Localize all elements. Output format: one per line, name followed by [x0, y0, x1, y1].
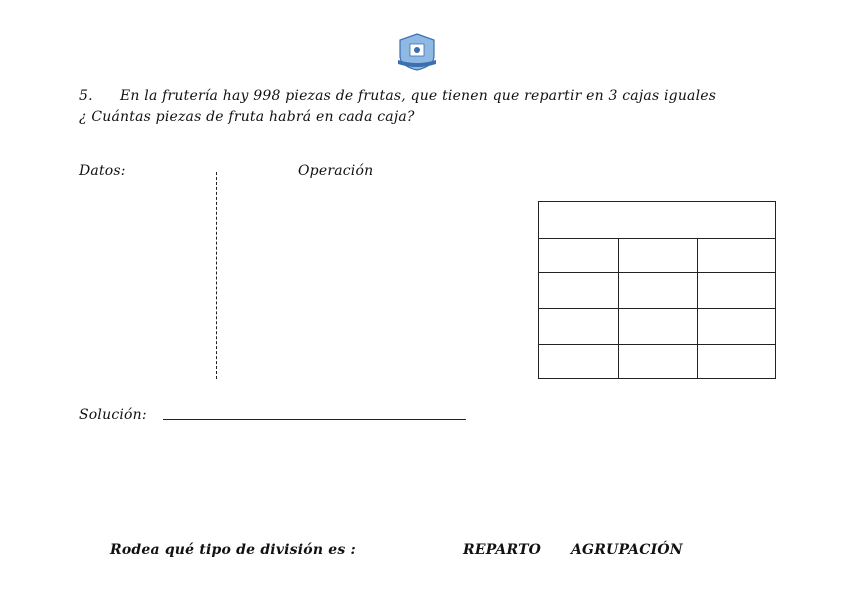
- question-text-line2: ¿ Cuántas piezas de fruta habrá en cada caja?: [79, 109, 415, 125]
- grid-row-divider: [539, 308, 775, 309]
- question-text-line1: En la frutería hay 998 piezas de frutas, que tienen que repartir en 3 cajas iguales: [120, 88, 717, 104]
- datos-label: Datos:: [79, 163, 126, 179]
- option-agrupacion[interactable]: AGRUPACIÓN: [571, 542, 683, 558]
- solution-answer-line[interactable]: [163, 419, 466, 420]
- option-reparto[interactable]: REPARTO: [463, 542, 542, 558]
- grid-row-divider: [539, 344, 775, 345]
- answer-grid: [538, 201, 776, 379]
- solucion-label: Solución:: [79, 407, 147, 423]
- question-number: 5.: [79, 88, 93, 104]
- dashed-divider: [216, 172, 217, 379]
- operacion-label: Operación: [298, 163, 374, 179]
- grid-header-cell[interactable]: [539, 202, 775, 239]
- school-logo: [396, 32, 438, 72]
- division-type-prompt: Rodea qué tipo de división es :: [110, 542, 356, 558]
- grid-row-divider: [539, 272, 775, 273]
